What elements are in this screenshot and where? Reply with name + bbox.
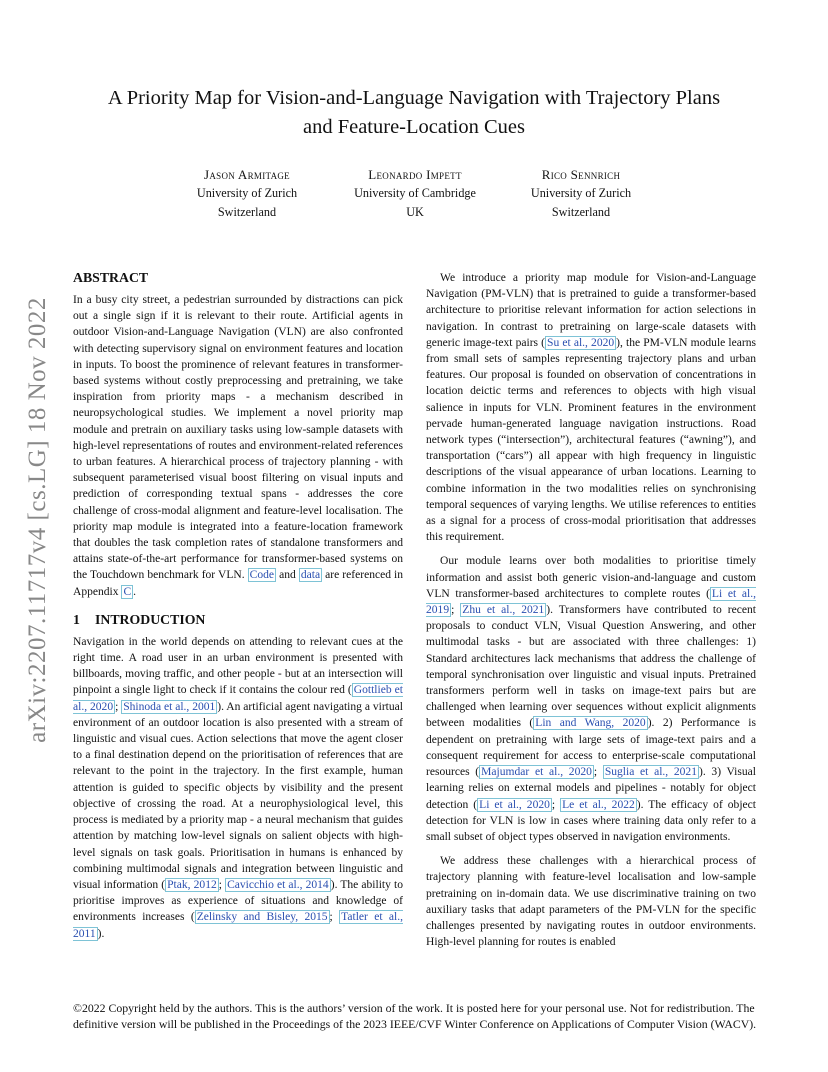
author-country: Switzerland [551,205,611,219]
author-3 [481,165,681,222]
author-affiliation: University of Cambridge [354,186,476,200]
text: ), the PM-VLN module learns from small sets of samples representing trajectory plans and urban features. Our proposal is founded on observation of concentrations in location deictic terms and references to objects with high visual salience in inputs for VLN. Prominent features in the environment pervade human-generated language navigation instructions. Road network types (“intersection”), architectural features (“awning”), and transportation (“cars”) all appear with high frequency in linguistic descriptions of the visual appearance of urban locations. Learning to combine information in the two modalities relies on synchronising temporal sequences of varying lengths. We utilise references to entities as a signal for a process of cross-modal prioritisation that addresses this requirement. [426,336,756,544]
arxiv-sidebar [8,280,68,760]
paper-title [64,84,764,142]
section-number: 1 [73,611,80,627]
citation-link[interactable]: Lin and Wang, 2020 [535,717,646,730]
text: ; [451,604,461,617]
text: ). 3) Visual learning relies on external models and pipelines - notably for object detection ( [426,766,756,811]
text: Navigation in the world depends on attending to relevant cues at the right time. A road user in an urban environment is presented with billboards, moving traffic, and other people - but at an intersection will pinpoint a single light to check if it contains the colour red ( [73,635,403,697]
text: ). Transformers have contributed to recent proposals to conduct VLN, Visual Question Answering, and other multimodal tasks - but are associated with three challenges: 1) Standard architectures lack mechanisms that address the challenge of temporal synchronisation over linguistic and visual inputs. Pretrained transformers perform well in tasks on image-text pairs but are challenged when learning over sequences without explicit alignments between modalities ( [426,604,756,730]
author-name: Jason Armitage [204,167,290,182]
copyright-footer: ©2022 Copyright held by the authors. This is the authors’ version of the work. It is posted here for your personal use. Not for redistribution. The definitive version will be published in the Proceedings of the 2023 IEEE/CVF Winter Conference on Applications of Computer Vision (WACV). [73,1001,757,1032]
abstract-paragraph [73,292,403,600]
text: Our module learns over both modalities to prioritise timely information and assist both generic vision-and-language and custom VLN transformer-based architectures to complete routes ( [426,555,756,600]
title-line-2: and Feature-Location Cues [302,116,525,138]
intro-paragraph-1 [73,634,403,942]
citation-link[interactable]: Cavicchio et al., 2014 [227,878,329,891]
text: ; [593,766,603,779]
appendix-link[interactable]: C [123,585,132,598]
intro-heading [73,612,403,628]
section-title: INTRODUCTION [95,611,206,627]
text: ). 2) Performance is dependent on pretraining with large sets of image-text pairs and a consequent requirement for access to enterprise-scale computational resources ( [426,717,756,779]
arxiv-identifier: arXiv:2207.11717v4 [cs.LG] 18 Nov 2022 [24,297,51,743]
text: We introduce a priority map module for Vision-and-Language Navigation (PM-VLN) that is pretrained to guide a transformer-based architecture to prioritise relevant information for action selections in navigation. In contrast to pretraining on large-scale datasets with generic image-text pairs ( [426,272,756,349]
citation-link[interactable]: Majumdar et al., 2020 [481,766,592,779]
author-affiliation: University of Zurich [530,186,632,200]
text: ; [329,911,340,924]
citation-link[interactable]: Zelinsky and Bisley, 2015 [196,911,328,924]
author-country: Switzerland [217,205,277,219]
text: ; [551,798,561,811]
intro-paragraph-3 [426,553,756,845]
author-name: Leonardo Impett [368,167,462,182]
abstract-text-2: are referenced in Appendix [73,569,404,598]
author-country: UK [406,205,424,219]
intro-paragraph-2 [426,270,756,545]
text: ). An artificial agent navigating a virtual environment of an outdoor location is also presented with a stream of linguistic and visual cues. Action selections that move the agent closer to a final destination depend on the prioritisation of references that are relevant to the point in the trajectory. In the first example, human attention is guided to specific objects by visibility and the present objective of crossing the road. At a neurophysiological level, this process is mediated by a priority map - a neural mechanism that guides attention by matching low-level signals on salient objects with high-level signals on task goals. Prioritisation in humans is enhanced by combining multimodal signals and integration between linguistic and visual information ( [73,700,403,891]
text: ). [97,927,105,940]
citation-link[interactable]: Tatler et al., 2011 [73,911,403,940]
text: ; [218,878,226,891]
citation-link[interactable]: Li et al., 2019 [426,587,756,617]
author-name: Rico Sennrich [541,167,621,182]
left-column [73,270,403,942]
citation-link[interactable]: Ptak, 2012 [167,878,217,891]
data-link[interactable]: data [300,569,321,582]
citation-link[interactable]: Le et al., 2022 [562,798,635,811]
citation-link[interactable]: Suglia et al., 2021 [604,766,697,779]
abstract-and: and [279,569,296,582]
right-column [426,270,756,950]
citation-link[interactable]: Gottlieb et al., 2020 [73,684,403,713]
intro-paragraph-4: We address these challenges with a hierarchical process of trajectory planning with feature-level localisation and low-sample pretraining on in-domain data. We use discriminative training on two auxiliary tasks that adapt parameters of the PM-VLN for the specific challenges presented by navigating routes in outdoor environments. High-level planning for routes is enabled [426,855,756,949]
text: ; [115,700,122,713]
author-affiliation: University of Zurich [196,186,298,200]
title-line-1: A Priority Map for Vision-and-Language Navigation with Trajectory Plans [107,87,721,109]
code-link[interactable]: Code [249,569,275,582]
text: ). The ability to prioritise improves as experience of situations and knowledge of environments increases ( [73,878,403,924]
text: ). The efficacy of object detection for VLN is low in cases where training data only refer to a small subset of object types observed in navigation environments. [426,798,756,843]
citation-link[interactable]: Zhu et al., 2021 [462,604,545,617]
abstract-heading: ABSTRACT [73,270,149,285]
citation-link[interactable]: Li et al., 2020 [479,798,550,811]
abstract-end: . [133,585,137,598]
abstract-text: In a busy city street, a pedestrian surrounded by distractions can pick out a single sign if it is relevant to their route. Artificial agents in outdoor Vision-and-Language Navigation (VLN) are also confronted with detecting supervisory signal on environment features and location in inputs. To boost the prominence of relevant features in transformer-based systems without costly preprocessing and pretraining, we take inspiration from priority maps - a mechanism described in neuropsychological studies. We implement a novel priority map module and pretrain on auxiliary tasks using low-sample datasets with high-level representations of routes and environment-related references to urban features. A hierarchical process of trajectory planning - with subsequent parameterised visual boost filtering on visual inputs and prediction of corresponding textual spans - addresses the core challenge of cross-modal alignment and feature-level localisation. The priority map module is integrated into a feature-location framework that doubles the task completion rates of standalone transformers and attains state-of-the-art performance for transformer-based systems on the Touchdown benchmark for VLN. [73,294,403,582]
citation-link[interactable]: Shinoda et al., 2001 [123,700,216,713]
citation-link[interactable]: Su et al., 2020 [547,336,615,349]
